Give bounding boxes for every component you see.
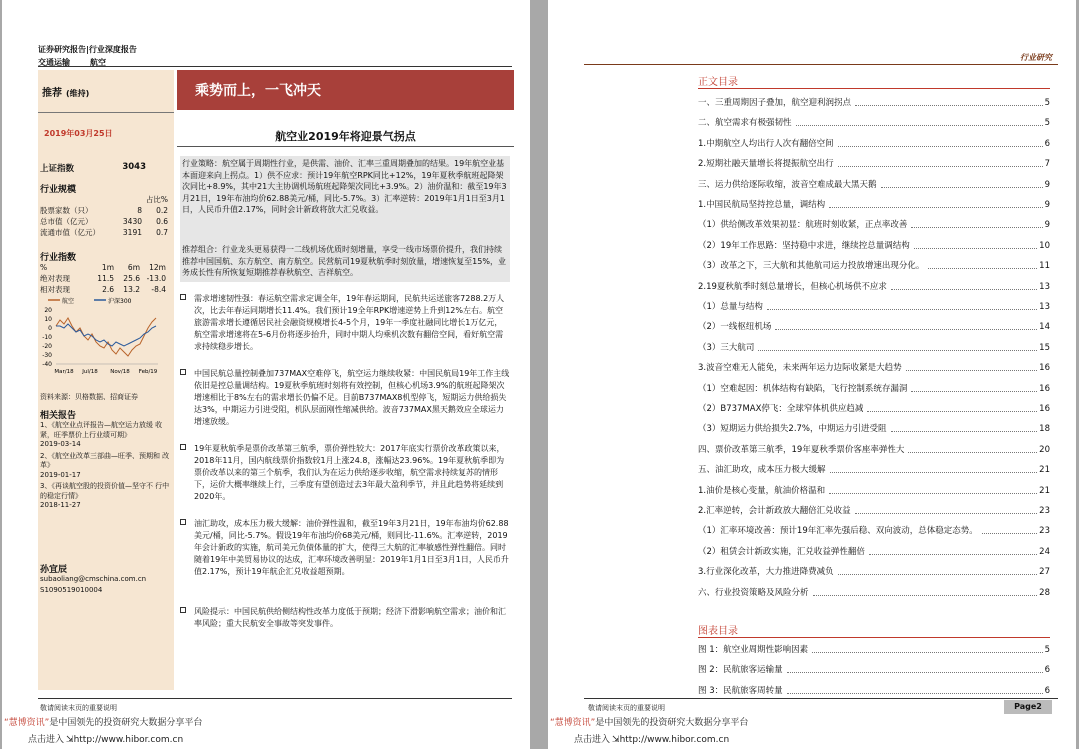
toc-leader (906, 362, 1038, 371)
toc-entry-page: 16 (1039, 363, 1050, 374)
report-page-1 (2, 0, 530, 749)
toc-leader (867, 403, 1037, 412)
related-report[interactable]: 3、《再谈航空股的投资价值—坚守不 行中的稳定行情》 2018-11-27 (40, 482, 170, 509)
toc-entry-page: 20 (1039, 444, 1050, 455)
y-tick-label: 20 (44, 307, 52, 314)
toc-entry-page: 14 (1039, 322, 1050, 333)
footer-note: 敬请阅读末页的重要说明 (588, 704, 665, 712)
toc-entry-title: 1.油价是核心变量，航油价格温和 (698, 485, 826, 496)
summary-portfolio: 推荐组合：行业龙头更易获得一二线机场优质时刻增量，享受一线市场票价提升，我们持续推荐中国国航、东方航空、南方航空。民营航司19夏秋航季时刻放量，增速恢复至15%，业务成长性有所恢复短期推荐春秋航空、吉祥航空。 (182, 245, 506, 277)
toc-entry[interactable] (698, 383, 1050, 395)
toc-leader (787, 685, 1043, 694)
toc-leader (813, 587, 1038, 596)
toc-entry-page: 13 (1039, 302, 1050, 312)
toc-entry-page: 10 (1039, 240, 1050, 251)
toc-entry-title: 3.波音空难无人能免，未来两年运力边际收紧是大趋势 (698, 363, 902, 374)
figure-entry[interactable] (698, 685, 1050, 697)
toc-entry-title: （1）汇率环境改善：预计19年汇率先强后稳、双向波动，总体稳定态势。 (698, 526, 978, 537)
footer-divider (584, 698, 1058, 699)
y-tick-label: 0 (48, 325, 52, 332)
figure-entry[interactable] (698, 664, 1050, 676)
rating: 推荐 (维持) (42, 88, 90, 99)
toc-leader (855, 97, 1043, 106)
toc-entry[interactable] (698, 485, 1050, 497)
analyst-name: 孙宜辰 (40, 565, 68, 575)
bullet-square-icon (180, 519, 186, 525)
toc-entry-page: 9 (1044, 200, 1050, 210)
toc-entry[interactable] (698, 301, 1050, 313)
x-tick-label: Feb/19 (138, 369, 158, 375)
y-tick-label: -30 (42, 352, 52, 359)
bullet-square-icon (180, 444, 186, 450)
toc-entry-title: （2）租赁会计新政实施，汇兑收益弹性翻倍 (698, 546, 865, 557)
toc-entry-page: 27 (1039, 567, 1050, 578)
table-row: 相对表现 2.6 13.2 -8.4 (40, 285, 166, 294)
toc-entry-title: （2）19年工作思路：坚持稳中求进，继续控总量调结构 (698, 240, 910, 251)
toc-leader (891, 423, 1038, 432)
toc-entry[interactable] (698, 260, 1050, 272)
related-report[interactable]: 1、《航空业点评报告—航空运力放缓 收紧，旺季票价上行业绩可期》 2019-03-14 (40, 421, 163, 448)
bullet-square-icon (180, 369, 186, 375)
toc-entry-title: 2.短期社融天量增长将提振航空出行 (698, 159, 834, 170)
related-reports (40, 421, 172, 511)
figure-entry-page: 6 (1044, 665, 1050, 676)
table-row: 绝对表现 11.5 25.6 -13.0 (40, 274, 166, 283)
toc-leader (838, 566, 1038, 575)
legend-label-a: 航空 (62, 298, 75, 305)
toc-entry-page: 18 (1039, 424, 1050, 435)
x-tick-label: Mar/18 (54, 369, 74, 375)
report-date: 2019年03月25日 (44, 129, 113, 138)
toc-leader (908, 444, 1037, 453)
perf-title: 行业指数 (40, 253, 77, 263)
toc-leader (829, 199, 1042, 208)
toc-entry-title: （3）短期运力供给损失2.7%，中期运力引进受阻 (698, 424, 887, 435)
scale-table: 占比% 股票家数（只） 8 0.2 总市值（亿元） 3430 0.6 流通市值（亿元） 3191 0.7 (40, 195, 168, 237)
figure-entry-page: 6 (1044, 685, 1050, 696)
header-category: 证券研究报告|行业深度报告 (38, 45, 137, 54)
bullet-risks: 风险提示：中国民航供给侧结构性改革力度低于预期；经济下滑影响航空需求；油价和汇率风险；重大民航安全事故等突发事件。 (180, 606, 510, 630)
toc-entry-page: 9 (1044, 179, 1050, 190)
toc-entry[interactable] (698, 546, 1050, 558)
bullet-demand: 需求增速韧性强：春运航空需求定调全年，19年春运期间，民航共运送旅客7288.2万人次，比去年春运同期增长11.4%。我们预计19全年RPK增速逆势上升到12%左右。航空旅游需求增长遵循居民社会融资规模增长4-5个月，19年一季度社融同比增长1万亿元，航空需求增速将在5-6月份将逐步抬升，同时中期人均乘机次数有翻倍空间，看好航空需求持续稳步增长。 (180, 293, 510, 353)
divider (177, 146, 514, 147)
toc-entry-title: 1.中期航空人均出行人次有翻倍空间 (698, 138, 834, 149)
toc-entry[interactable] (698, 281, 1050, 293)
y-tick-label: 10 (44, 316, 52, 323)
performance-chart (38, 296, 172, 378)
toc-entry-title: （2）B737MAX停飞：全球窄体机供应趋减 (698, 404, 864, 414)
toc-entry[interactable] (698, 423, 1050, 435)
table-row: 股票家数（只） 8 0.2 (40, 206, 168, 215)
toc-leader (830, 464, 1038, 473)
toc-entry[interactable] (698, 240, 1050, 252)
watermark: “慧博资讯”是中国领先的投资研究大数据分享平台 (4, 718, 203, 728)
x-tick-label: Jul/18 (82, 369, 98, 375)
toc-entry-page: 28 (1039, 587, 1050, 598)
analyst-email[interactable]: subaoliang@cmschina.com.cn (40, 575, 147, 583)
analyst-cert: S1090519010004 (40, 586, 103, 594)
index-row: 上证指数 3043 (40, 162, 146, 174)
table-row: 总市值（亿元） 3430 0.6 (40, 217, 168, 226)
toc-entry-page: 21 (1039, 485, 1050, 496)
toc-leader (928, 260, 1037, 269)
toc-leader (775, 321, 1037, 330)
related-report[interactable]: 2、《航空业改革三部曲—旺季、预期和 改革》 2019-01-17 (40, 451, 170, 479)
bullet-pricing: 19年夏秋航季是票价改革第三航季，票价弹性较大：2017年底实行票价改革政策以来，2018年11月，国内航线票价指数较1月上涨24.8，涨幅达23.96%。19年夏秋航季即为票价改革以来的第三个航季，我们认为在运力供给逐步收缩，航空需求持续复苏的情形下，运价大概率继续上行，三季度有望创造过去3年最大盈利季节，并且此趋势将延续到2020年。 (180, 443, 510, 503)
toc-entry[interactable] (698, 158, 1050, 170)
figure-entry-title: 图 2：民航旅客运输量 (698, 665, 783, 676)
page-number-badge: Page2 (1004, 700, 1052, 714)
bullet-costs: 油汇助攻，成本压力极大缓解：油价弹性温和，截至19年3月21日，19年布油均价62.88美元/桶，同比-5.7%。假设19年布油均价68美元/桶，则同比-11.6%。汇率逆转，2019年会计新政的实施，航司美元负债体量的扩大，使得三大航的汇率敏感性弹性翻倍。同时随着19年中美贸易协议的达成，汇率环境改善明显：2019年1月1日至3月1日，人民币升值2.17%，预计19年航企汇兑收益超预期。 (180, 518, 510, 578)
toc-leader (812, 644, 1042, 653)
toc-entry-page: 11 (1039, 261, 1050, 272)
header-sector: 交通运输 航空 (38, 58, 106, 67)
toc-entry-page: 16 (1039, 404, 1050, 414)
toc-entry[interactable] (698, 362, 1050, 374)
toc-entry[interactable] (698, 505, 1050, 517)
toc-divider (698, 88, 1050, 89)
toc-leader (758, 342, 1037, 351)
x-tick-label: Nov/18 (110, 369, 130, 375)
toc-entry-title: 六、行业投资策略及风险分析 (698, 587, 809, 598)
toc-leader (911, 219, 1042, 228)
divider (38, 112, 174, 113)
header-divider (584, 64, 1058, 65)
y-tick-label: -40 (42, 361, 52, 368)
toc-entry-page: 6 (1044, 138, 1050, 149)
report-title: 航空业2019年将迎景气拐点 (275, 130, 416, 143)
figure-entry[interactable] (698, 644, 1050, 656)
scale-title: 行业规模 (40, 185, 77, 195)
toc-leader (838, 138, 1043, 147)
y-tick-label: -10 (42, 334, 52, 341)
toc-entry-title: 1.中国民航局坚持控总量，调结构 (698, 200, 826, 210)
related-title: 相关报告 (40, 411, 77, 421)
bullet-square-icon (180, 607, 186, 613)
toc-entry[interactable] (698, 138, 1050, 150)
toc-entry[interactable] (698, 444, 1050, 456)
toc-entry-title: 二、航空需求有极强韧性 (698, 118, 792, 129)
toc-leader (982, 525, 1037, 534)
figures-divider (698, 637, 1050, 638)
toc-leader (869, 546, 1037, 555)
figure-entry-title: 图 1：航空业周期性影响因素 (698, 645, 809, 655)
figures-title: 图表目录 (698, 626, 738, 637)
table-row: 流通市值（亿元） 3191 0.7 (40, 228, 168, 237)
toc-entry-title: （1）总量与结构 (698, 302, 763, 312)
toc-entry-page: 9 (1044, 220, 1050, 231)
toc-entry-title: 五、油汇助攻，成本压力极大缓解 (698, 465, 826, 476)
toc-entry-page: 5 (1044, 118, 1050, 129)
toc-entry-page: 23 (1039, 506, 1050, 516)
toc-leader (767, 301, 1037, 310)
toc-leader (891, 281, 1037, 290)
toc-entry[interactable] (698, 403, 1050, 415)
toc-entry[interactable] (698, 525, 1050, 537)
toc-entry-title: 3.行业深化改革，大力推进降费减负 (698, 567, 834, 578)
toc-entry[interactable] (698, 179, 1050, 191)
report-page-2 (548, 0, 1076, 749)
toc-entry-title: 2.19夏秋航季时刻总量增长，但核心机场供不应求 (698, 281, 887, 292)
bullet-capacity: 中国民航总量控制叠加737MAX空难停飞，航空运力继续收紧：中国民航局19年工作主线依旧是控总量调结构。19夏秋季航班时刻将有效控制，但核心机场3.9%的航班起降架次增速相比于8%左右的需求增长仍偏不足。目前B737MAX8机型停飞，短期运力供给损失达3%，中期运力引进受阻，机队层面刚性缩减供给。波音737MAX黑天鹅效应全球运力增速放缓。 (180, 368, 510, 428)
toc-entry[interactable] (698, 464, 1050, 476)
watermark-link[interactable]: 点击进入 ⇲http://www.hibor.com.cn (574, 735, 730, 745)
legend-label-b: 沪深300 (108, 298, 132, 305)
toc-entry-page: 16 (1039, 383, 1050, 394)
toc-entry-title: （2）一线枢纽机场 (698, 322, 772, 333)
toc-entry[interactable] (698, 321, 1050, 333)
footer-note: 敬请阅读末页的重要说明 (40, 704, 117, 712)
perf-table (40, 262, 168, 295)
watermark: “慧博资讯”是中国领先的投资研究大数据分享平台 (550, 718, 749, 728)
toc-entry[interactable] (698, 199, 1050, 211)
summary-strategy: 行业策略：航空属于周期性行业，是供需、油价、汇率三重周期叠加的结果。19年航空业基本面迎来向上拐点。1）供不应求：预计19年航空RPK同比+12%，19年夏秋季航班起降架次同比+8.9%，其中21大主协调机场航班起降架次同比+3.9%。2）油价温和：截至19年3月21日，19年布油均价62.88美元/桶，同比-5.7%。3）汇率逆转：2019年1月1日至3月1日，人民币升值2.17%，同时会计新政将放大汇兑收益。 (182, 159, 507, 214)
toc-leader (796, 117, 1043, 126)
toc-entry-title: （3）三大航司 (698, 342, 755, 353)
toc-entry[interactable] (698, 587, 1050, 599)
page-header: 行业研究 (1020, 53, 1052, 62)
toc-entry-page: 23 (1039, 526, 1050, 537)
toc-entry-page: 21 (1039, 465, 1050, 476)
toc-entry-page: 15 (1039, 342, 1050, 353)
toc-leader (829, 485, 1037, 494)
banner-title: 乘势而上，一飞冲天 (177, 70, 514, 110)
toc-entry-page: 5 (1044, 98, 1050, 108)
figure-entry-page: 5 (1044, 645, 1050, 655)
toc-entry-title: 一、三重周期因子叠加，航空迎利润拐点 (698, 98, 852, 108)
toc-entry-page: 24 (1039, 546, 1050, 557)
toc-entry-page: 13 (1039, 281, 1050, 292)
toc-entry-title: 2.汇率逆转，会计新政放大翻倍汇兑收益 (698, 506, 851, 516)
toc-entry[interactable] (698, 219, 1050, 231)
figure-entry-title: 图 3：民航旅客周转量 (698, 685, 783, 696)
toc-entry-title: 三、运力供给逐际收缩，波音空难成最大黑天鹅 (698, 179, 877, 190)
table-row: % 1m 6m 12m (40, 263, 166, 272)
toc-title: 正文目录 (698, 77, 738, 88)
watermark-link[interactable]: 点击进入 ⇲http://www.hibor.com.cn (28, 735, 184, 745)
header-divider (38, 66, 512, 67)
toc-leader (914, 240, 1037, 249)
y-tick-label: -20 (42, 343, 52, 350)
toc-entry-title: （3）改革之下，三大航和其他航司运力投放增速出现分化。 (698, 261, 925, 272)
toc-entry-title: 四、票价改革第三航季，19年夏秋季票价客座率弹性大 (698, 444, 905, 455)
toc-entry-page: 7 (1044, 159, 1050, 170)
toc-leader (855, 505, 1038, 514)
toc-leader (881, 179, 1043, 188)
toc-entry[interactable] (698, 117, 1050, 129)
toc-entry-title: （1）空难起因：机体结构有缺陷，飞行控制系统存漏洞 (698, 383, 908, 394)
toc-leader (838, 158, 1043, 167)
toc-entry[interactable] (698, 342, 1050, 354)
toc-leader (911, 383, 1037, 392)
footer-divider (38, 698, 512, 699)
chart-source: 资料来源：贝格数据、招商证券 (40, 393, 138, 401)
toc-entry[interactable] (698, 566, 1050, 578)
toc-leader (787, 664, 1043, 673)
toc-entry[interactable] (698, 97, 1050, 109)
bullet-square-icon (180, 294, 186, 300)
toc-entry-title: （1）供给侧改革效果初显：航班时刻收紧，正点率改善 (698, 220, 908, 231)
